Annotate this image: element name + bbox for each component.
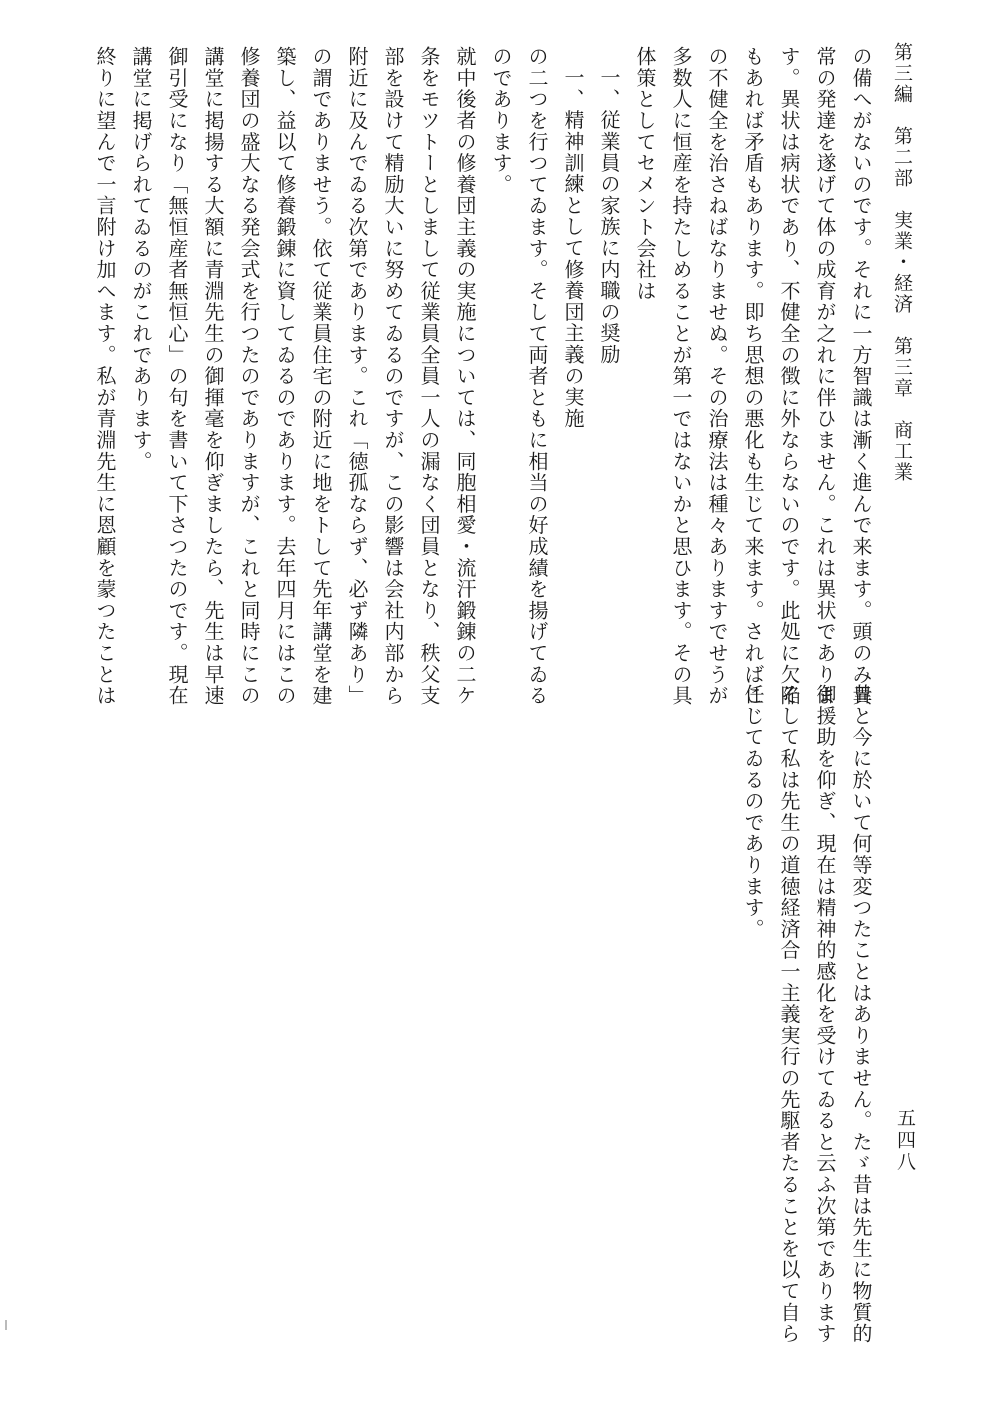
text-line: 御引受になり「無恒産者無恒心」の句を書いて下さつたのです。現在 <box>165 46 189 707</box>
text-line: 多数人に恒産を持たしめることが第一ではないかと思ひます。その具 <box>669 46 693 707</box>
list-item: 一、従業員の家族に内職の奨励 <box>597 67 621 366</box>
text-line: 修養団の盛大なる発会式を行つたのでありますが、これと同時にこの <box>237 46 261 707</box>
text-line: の二つを行つてゐます。そして両者ともに相当の好成績を揚げてゐる <box>525 46 549 707</box>
text-line: 常の発達を遂げて体の成育が之れに伴ひません。これは異状でありま <box>813 46 837 707</box>
text-line: 講堂に掲揚する大額に青淵先生の御揮毫を仰ぎましたら、先生は早速 <box>201 46 225 707</box>
text-line: 終りに望んで一言附け加へます。私が青淵先生に恩顧を蒙つたことは <box>93 46 117 707</box>
text-line: 任じてゐるのであります。 <box>741 684 765 940</box>
text-line: の謂でありませう。依て従業員住宅の附近に地をトして先年講堂を建 <box>309 46 333 707</box>
text-line: の備へがないのです。それに一方智識は漸く進んで来ます。頭のみ異 <box>849 46 873 707</box>
text-line: もあれば矛盾もあります。即ち思想の悪化も生じて来ます。さればこ <box>741 46 765 707</box>
text-line: のであります。 <box>489 46 513 196</box>
text-line: 附近に及んでゐる次第であります。これ「徳孤ならず、必ず隣あり」 <box>345 46 369 707</box>
text-line: 部を設けて精励大いに努めてゐるのですが、この影響は会社内部から <box>381 46 405 707</box>
text-line: 就中後者の修養団主義の実施については、同胞相愛・流汗鍛錬の二ケ <box>453 46 477 707</box>
text-line: す。異状は病状であり、不健全の徴に外ならないのです。此処に欠陥 <box>777 46 801 707</box>
running-head: 第三編 第二部 実業・経済 第三章 商工業 <box>891 42 913 483</box>
scan-mark <box>5 1320 7 1330</box>
text-line: の不健全を治さねばなりませぬ。その治療法は種々ありますでせうが <box>705 46 729 707</box>
text-line: 講堂に掲げられてゐるのがこれであります。 <box>129 46 153 472</box>
text-line: そして私は先生の道徳経済合一主義実行の先駆者たることを以て自ら <box>777 684 801 1345</box>
page-number: 五四八 <box>894 1108 916 1174</box>
text-line: 条をモツトーとしまして従業員全員一人の漏なく団員となり、秩父支 <box>417 46 441 707</box>
text-line: 御援助を仰ぎ、現在は精神的感化を受けてゐると云ふ次第であります <box>813 684 837 1345</box>
list-item: 一、精神訓練として修養団主義の実施 <box>561 67 585 430</box>
text-line: 体策としてセメント会社は <box>633 46 657 302</box>
text-line: 昔と今に於いて何等変つたことはありません。たゞ昔は先生に物質的 <box>849 684 873 1345</box>
text-line: 築し、益以て修養鍛錬に資してゐるのであります。去年四月にはこの <box>273 46 297 707</box>
